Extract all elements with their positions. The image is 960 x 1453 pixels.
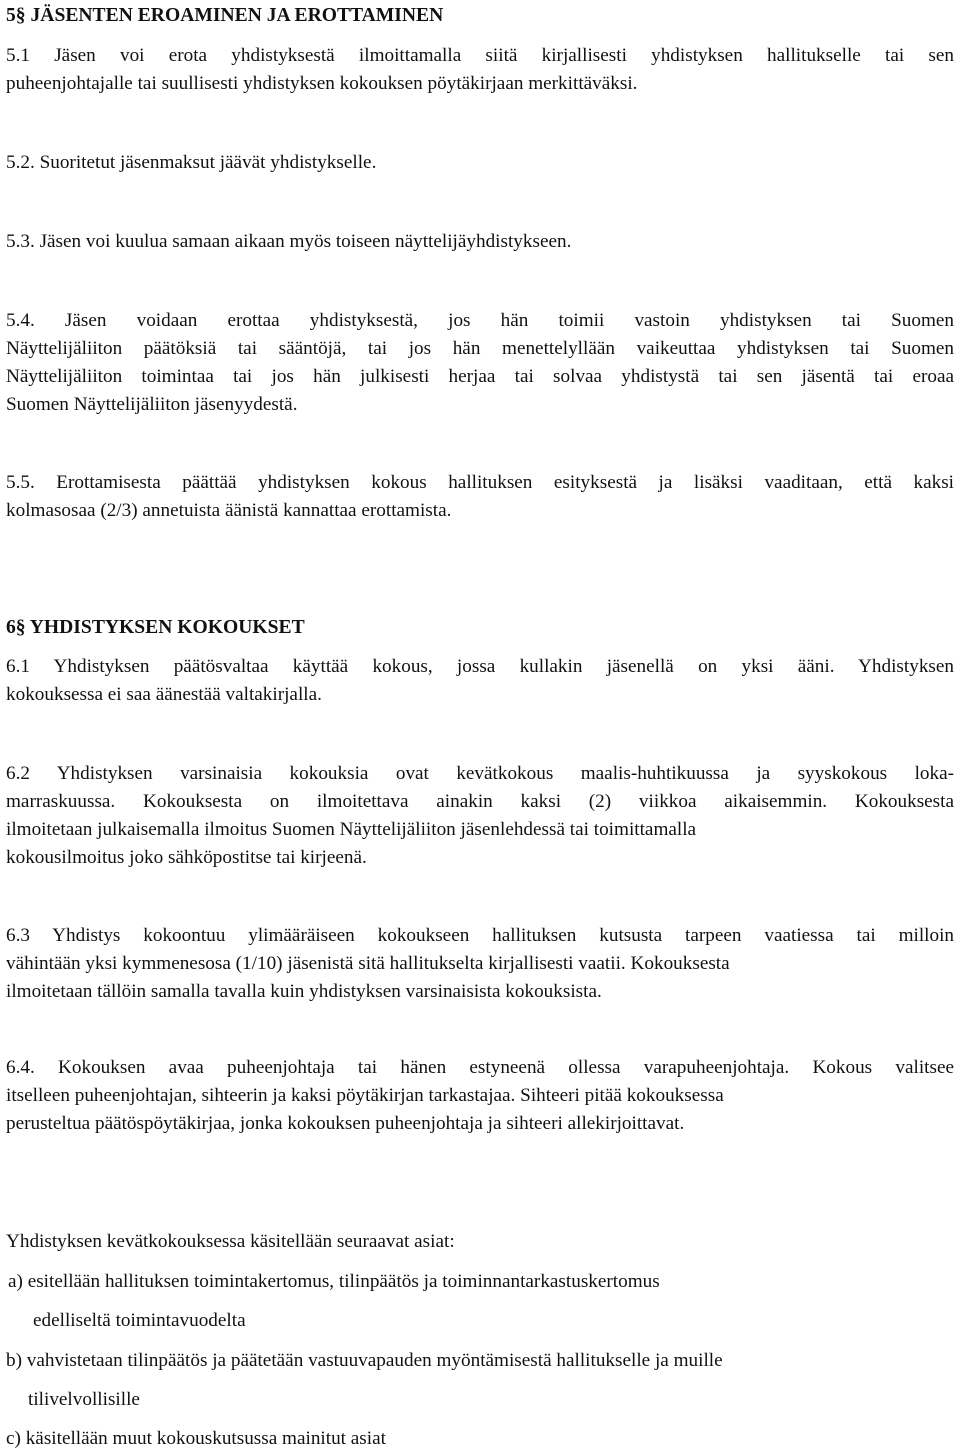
paragraph-6-4-line-1: 6.4. Kokouksen avaa puheenjohtaja tai hänen estyneenä ollessa varapuheenjohtaja. Kokous valitsee: [6, 1057, 954, 1078]
list-item-c-line-1: c) käsitellään muut kokouskutsussa mainitut asiat: [6, 1428, 386, 1449]
paragraph-5-4-line-3: Näyttelijäliiton toimintaa tai jos hän julkisesti herjaa tai solvaa yhdistystä tai sen jäsentä tai eroaa: [6, 366, 954, 387]
paragraph-6-4-line-2: itselleen puheenjohtajan, sihteerin ja kaksi pöytäkirjan tarkastajaa. Sihteeri pitää kokouksessa: [6, 1085, 724, 1106]
paragraph-6-1-line-1: 6.1 Yhdistyksen päätösvaltaa käyttää kokous, jossa kullakin jäsenellä on yksi ääni. Yhdistyksen: [6, 656, 954, 677]
paragraph-6-3-line-3: ilmoitetaan tällöin samalla tavalla kuin yhdistyksen varsinaisista kokouksista.: [6, 981, 602, 1002]
paragraph-5-5-line-2: kolmasosaa (2/3) annetuista äänistä kannattaa erottamista.: [6, 500, 452, 521]
list-item-b-line-1: b) vahvistetaan tilinpäätös ja päätetään vastuuvapauden myöntämisestä hallitukselle ja muille: [6, 1350, 723, 1371]
paragraph-5-1-line-1: 5.1 Jäsen voi erota yhdistyksestä ilmoittamalla siitä kirjallisesti yhdistyksen hallitukselle tai sen: [6, 45, 954, 66]
paragraph-6-2-line-1: 6.2 Yhdistyksen varsinaisia kokouksia ovat kevätkokous maalis-huhtikuussa ja syyskokous loka-: [6, 763, 954, 784]
paragraph-6-2-line-2: marraskuussa. Kokouksesta on ilmoitettava ainakin kaksi (2) viikkoa aikaisemmin. Kokouksesta: [6, 791, 954, 812]
paragraph-6-3-line-2: vähintään yksi kymmenesosa (1/10) jäsenistä sitä hallitukselta kirjallisesti vaatii. Kokouksesta: [6, 953, 730, 974]
section-6-heading: 6§ YHDISTYKSEN KOKOUKSET: [6, 617, 305, 638]
section-5-heading: 5§ JÄSENTEN EROAMINEN JA EROTTAMINEN: [6, 5, 444, 26]
paragraph-5-4-line-2: Näyttelijäliiton päätöksiä tai sääntöjä, tai jos hän menettelyllään vaikeuttaa yhdistyksen tai Suomen: [6, 338, 954, 359]
paragraph-5-4-line-1: 5.4. Jäsen voidaan erottaa yhdistyksestä, jos hän toimii vastoin yhdistyksen tai Suomen: [6, 310, 954, 331]
paragraph-5-4-line-4: Suomen Näyttelijäliiton jäsenyydestä.: [6, 394, 298, 415]
paragraph-5-1-line-2: puheenjohtajalle tai suullisesti yhdistyksen kokouksen pöytäkirjaan merkittäväksi.: [6, 73, 638, 94]
paragraph-6-1-line-2: kokouksessa ei saa äänestää valtakirjalla.: [6, 684, 322, 705]
paragraph-5-3: 5.3. Jäsen voi kuulua samaan aikaan myös toiseen näyttelijäyhdistykseen.: [6, 231, 572, 252]
list-item-b-line-2: tilivelvollisille: [28, 1389, 140, 1410]
list-item-a-line-1: a) esitellään hallituksen toimintakertomus, tilinpäätös ja toiminnantarkastuskertomus: [8, 1271, 660, 1292]
paragraph-5-5-line-1: 5.5. Erottamisesta päättää yhdistyksen kokous hallituksen esityksestä ja lisäksi vaaditaan, että kaksi: [6, 472, 954, 493]
paragraph-5-2: 5.2. Suoritetut jäsenmaksut jäävät yhdistykselle.: [6, 152, 377, 173]
paragraph-6-3-line-1: 6.3 Yhdistys kokoontuu ylimääräiseen kokoukseen hallituksen kutsusta tarpeen vaatiessa tai milloin: [6, 925, 954, 946]
list-intro: Yhdistyksen kevätkokouksessa käsitellään seuraavat asiat:: [6, 1231, 455, 1252]
list-item-a-line-2: edelliseltä toimintavuodelta: [33, 1310, 246, 1331]
paragraph-6-4-line-3: perusteltua päätöspöytäkirjaa, jonka kokouksen puheenjohtaja ja sihteeri allekirjoittavat.: [6, 1113, 685, 1134]
paragraph-6-2-line-3: ilmoitetaan julkaisemalla ilmoitus Suomen Näyttelijäliiton jäsenlehdessä tai toimittamalla: [6, 819, 697, 840]
paragraph-6-2-line-4: kokousilmoitus joko sähköpostitse tai kirjeenä.: [6, 847, 367, 868]
